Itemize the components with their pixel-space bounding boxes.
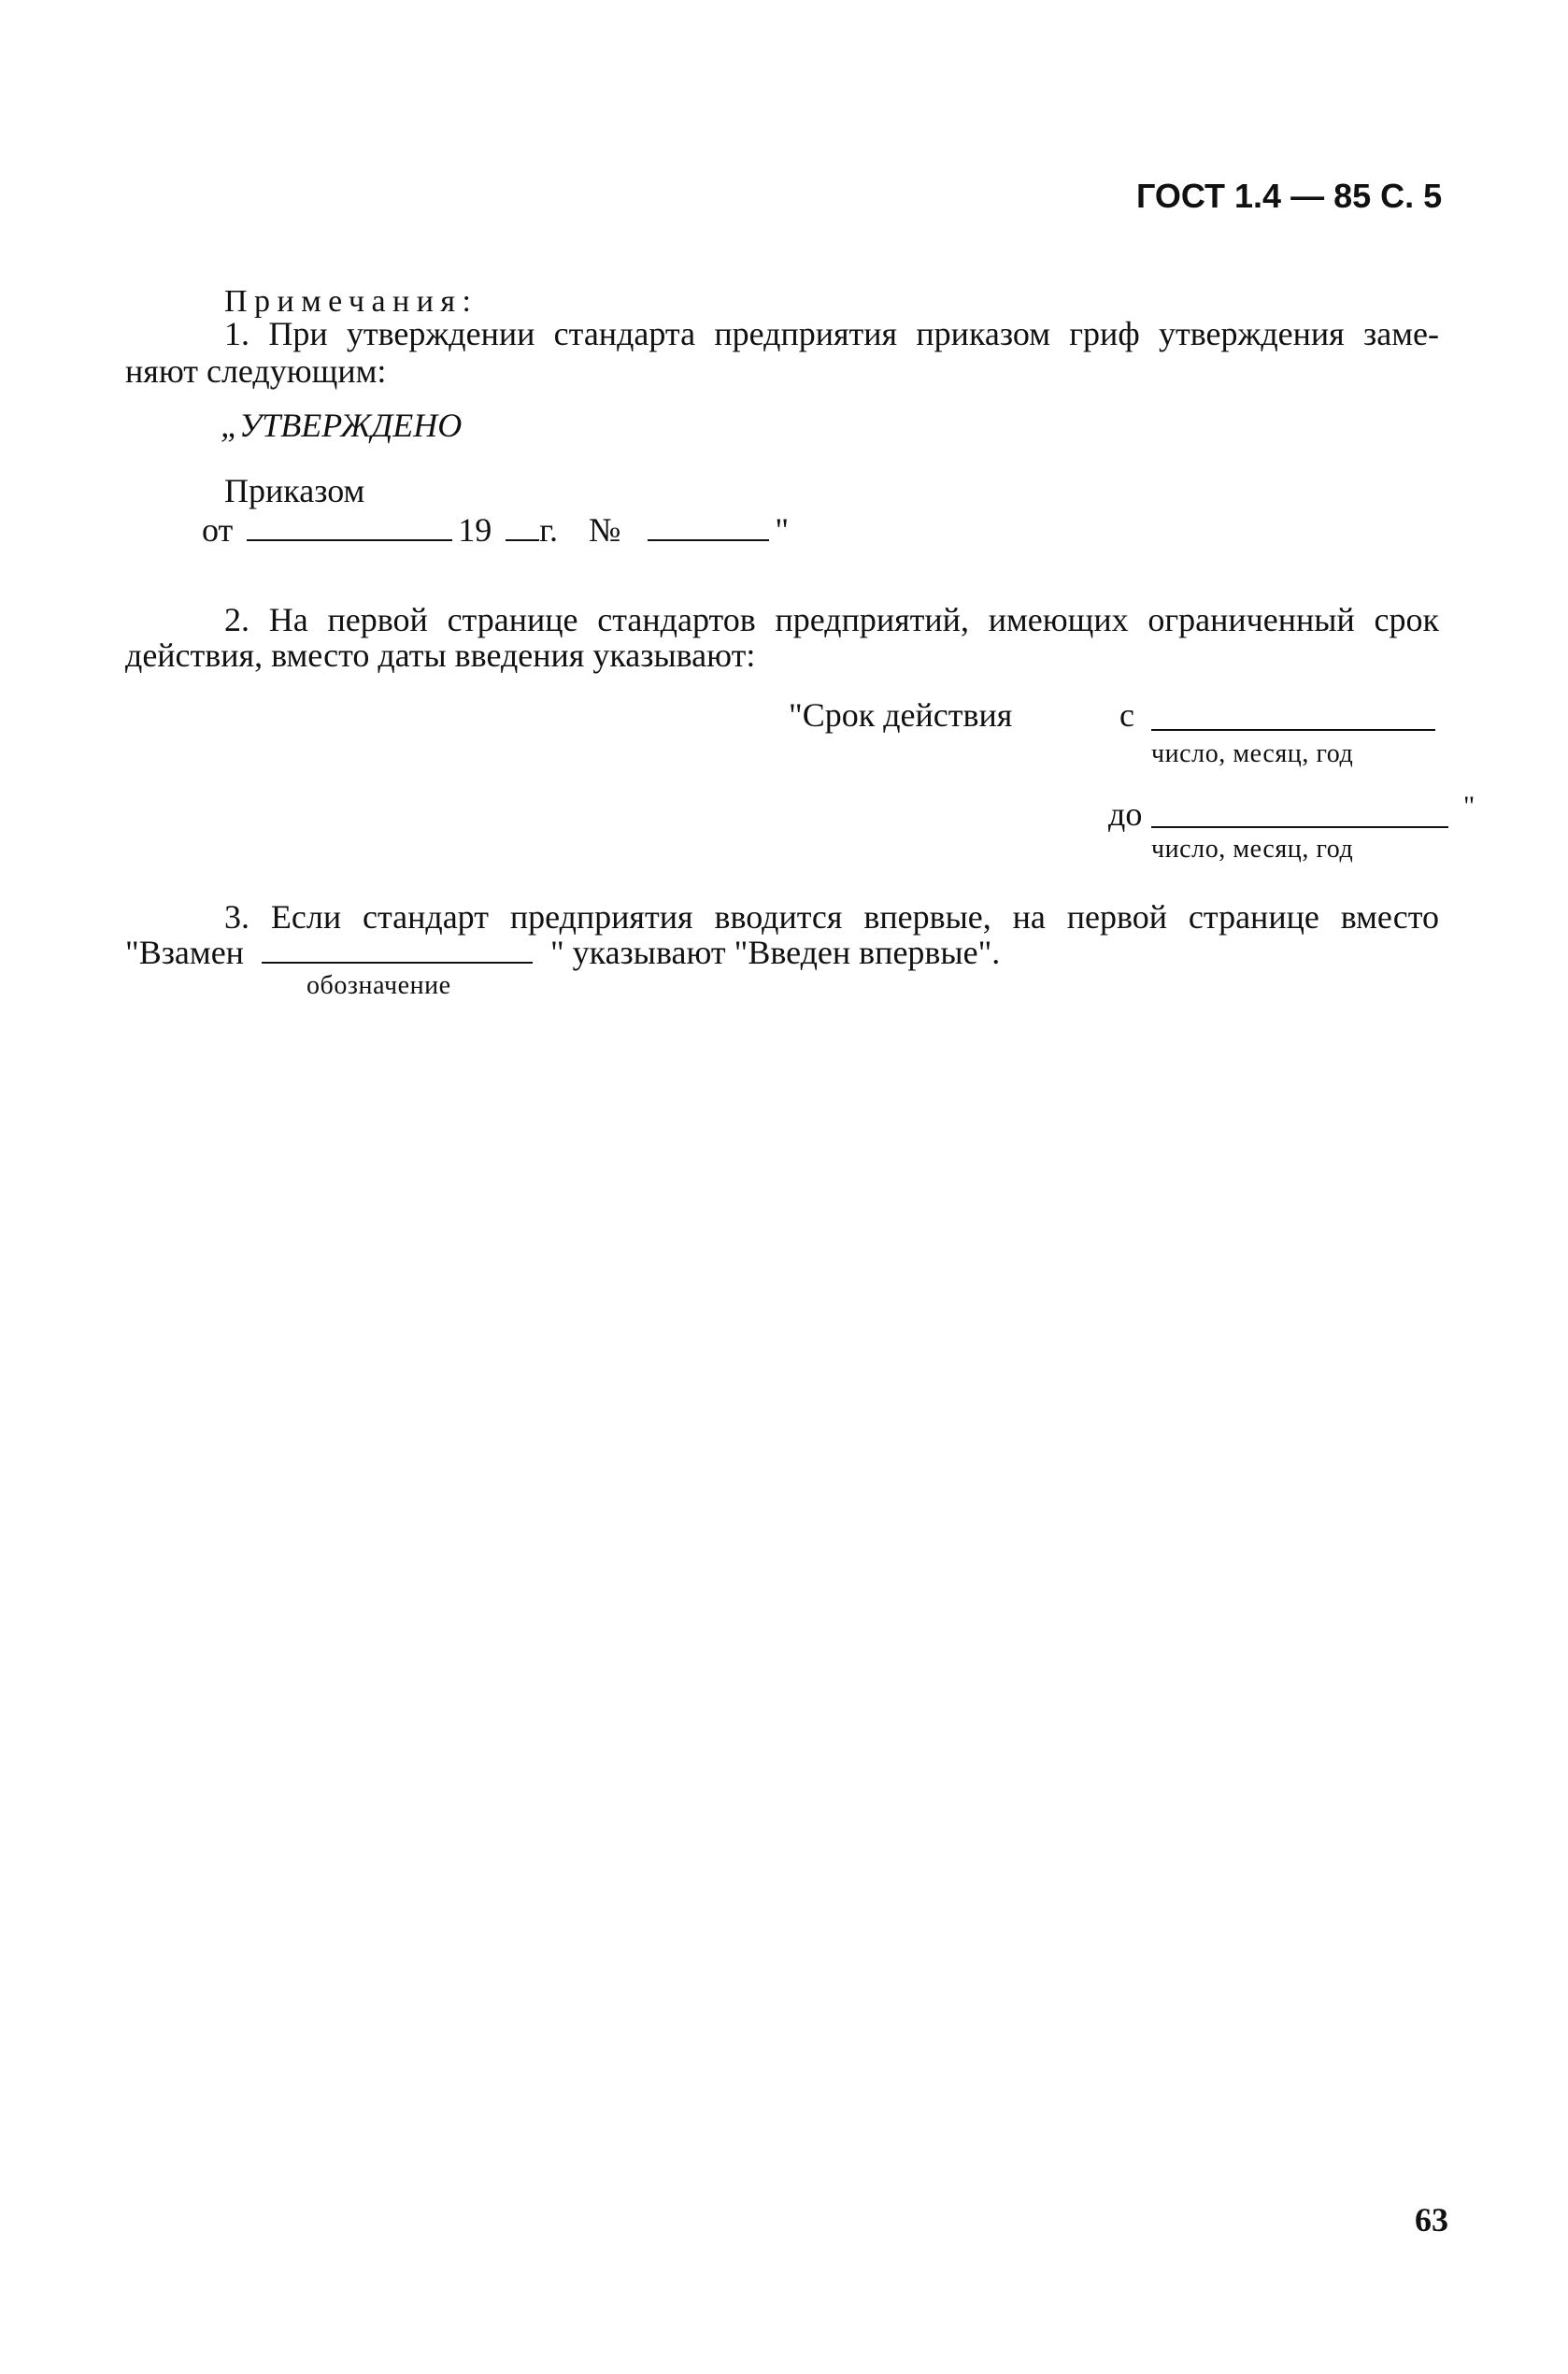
term-to-blank (1151, 826, 1448, 828)
note1-line2: няют следующим: (125, 352, 387, 390)
designation-blank (262, 962, 533, 964)
term-from-label: с (1119, 696, 1134, 734)
closing-quote: " (775, 511, 790, 549)
page-number: 63 (1415, 2201, 1448, 2238)
note2-line2: действия, вместо даты введения указывают: (125, 636, 756, 674)
note3-line2 (125, 935, 1000, 972)
new-standard-text: " указывают "Введен впервые". (549, 934, 1001, 971)
replaces-label: "Взамен (125, 934, 244, 971)
from-label: от (202, 511, 234, 549)
year-suffix: г. (539, 511, 558, 549)
term-label: "Срок действия (789, 696, 1013, 734)
note2-line1: 2. На первой странице стандартов предприятий, имеющих ограниченный срок (224, 601, 1439, 638)
term-to-caption: число, месяц, год (1151, 835, 1354, 864)
number-blank (648, 539, 769, 541)
standard-reference: ГОСТ 1.4 — 85 С. 5 (1136, 177, 1443, 215)
term-to-label: до (1108, 795, 1143, 833)
approved-stamp-title: „УТВЕРЖДЕНО (221, 407, 463, 444)
number-sign: № (588, 511, 621, 549)
year-blank (506, 539, 539, 541)
date-blank (247, 539, 452, 541)
order-label: Приказом (224, 472, 365, 509)
notes-heading: Примечания: (224, 284, 478, 319)
term-closing-quote: " (1463, 791, 1475, 822)
note1-line1: 1. При утверждении стандарта предприятия приказом гриф утверждения заме- (224, 315, 1439, 352)
note3-line1: 3. Если стандарт предприятия вводится впервые, на первой странице вместо (224, 898, 1439, 936)
year-prefix: 19 (458, 511, 492, 549)
term-from-blank (1151, 729, 1435, 731)
term-from-caption: число, месяц, год (1151, 739, 1354, 768)
order-date-line (202, 512, 789, 550)
designation-caption: обозначение (306, 971, 451, 1000)
